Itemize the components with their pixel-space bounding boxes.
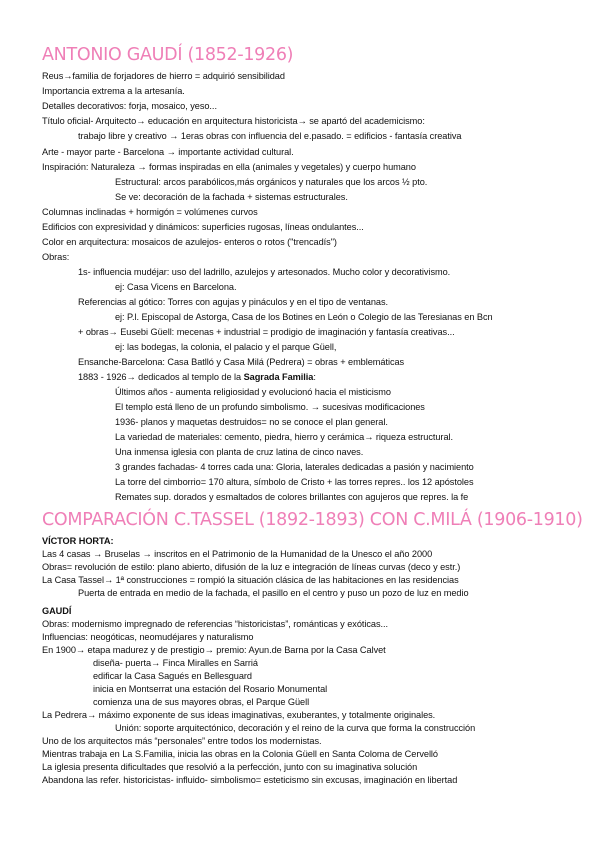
text-line: ej: Casa Vicens en Barcelona. <box>115 282 237 292</box>
text-line: Una inmensa iglesia con planta de cruz latina de cinco naves. <box>115 447 364 457</box>
text-line: La iglesia presenta dificultades que resolvió a la perfección, junto con su imaginativa solución <box>42 762 418 772</box>
text-line: Ensanche-Barcelona: Casa Batlló y Casa Milá (Pedrera) = obras + emblemáticas <box>78 357 405 367</box>
subheading-victor-horta: VÍCTOR HORTA: <box>42 536 114 546</box>
text-line: Edificios con expresividad y dinámicos: superficies rugosas, líneas ondulantes... <box>42 222 364 232</box>
text-line: Obras: modernismo impregnado de referencias “historicistas”, románticas y exóticas... <box>42 619 389 629</box>
text-line: La variedad de materiales: cemento, piedra, hierro y cerámica→ riqueza estructural. <box>115 432 453 442</box>
text-line: diseña- puerta→ Finca Miralles en Sarriá <box>93 658 258 668</box>
text-line: Inspiración: Naturaleza → formas inspiradas en ella (animales y vegetales) y cuerpo humano <box>42 162 416 172</box>
text-line: Mientras trabaja en La S.Familia, inicia las obras en la Colonia Güell en Santa Coloma de Cervelló <box>42 749 438 759</box>
text-line: Últimos años - aumenta religiosidad y evolucionó hacia el misticismo <box>115 387 391 397</box>
text-line: 1936- planos y maquetas destruidos= no se conoce el plan general. <box>115 417 388 427</box>
text-line: Las 4 casas → Bruselas → inscritos en el Patrimonio de la Humanidad de la Unesco el año 2000 <box>42 549 433 559</box>
text-line: Obras: <box>42 252 70 262</box>
text-line: Unión: soporte arquitectónico, decoración y el reino de la curva que forma la construcción <box>115 723 476 733</box>
text-line: Remates sup. dorados y esmaltados de colores brillantes con agujeros que repres. la fe <box>115 492 469 502</box>
text-line: Influencias: neogóticas, neomudéjares y naturalismo <box>42 632 254 642</box>
text-line: edificar la Casa Sagués en Bellesguard <box>93 671 252 681</box>
text-line: La torre del cimborrio= 170 altura, símbolo de Cristo + las torres repres.. los 12 apóstoles <box>115 477 474 487</box>
text-line: 3 grandes fachadas- 4 torres cada una: Gloria, laterales dedicadas a pasión y nacimiento <box>115 462 474 472</box>
text-line: Obras= revolución de estilo: plano abierto, difusión de la luz e integración de líneas curvas (deco y estr.) <box>42 562 461 572</box>
sagrada-familia-bold: Sagrada Familia <box>243 372 314 382</box>
text-line: comienza una de sus mayores obras, el Parque Güell <box>93 697 310 707</box>
text-line: Se ve: decoración de la fachada + sistemas estructurales. <box>115 192 348 202</box>
text-line: Abandona las refer. historicistas- influido- simbolismo= esteticismo sin excusas, imaginación en libertad <box>42 775 458 785</box>
text-line: Reus→familia de forjadores de hierro = adquirió sensibilidad <box>42 71 285 81</box>
text-line: inicia en Montserrat una estación del Rosario Monumental <box>93 684 328 694</box>
section-title-comparacion: COMPARACIÓN C.TASSEL (1892-1893) CON C.MILÁ (1906-1910) <box>42 510 583 530</box>
text-line: + obras→ Eusebi Güell: mecenas + industrial = prodigio de imaginación y fantasía creativas... <box>78 327 455 337</box>
text-line: La Pedrera→ máximo exponente de sus ideas imaginativas, exuberantes, y totalmente originales. <box>42 710 436 720</box>
text-line: ej: las bodegas, la colonia, el palacio y el parque Güell, <box>115 342 337 352</box>
sagrada-familia-line <box>78 372 316 383</box>
text-line: Estructural: arcos parabólicos,más orgánicos y naturales que los arcos ½ pto. <box>115 177 428 187</box>
text-line: 1s- influencia mudéjar: uso del ladrillo, azulejos y artesonados. Mucho color y decorativismo. <box>78 267 451 277</box>
text-line: ej: P.l. Episcopal de Astorga, Casa de los Botines en León o Colegio de las Teresianas en Bcn <box>115 312 493 322</box>
text-line: Arte - mayor parte - Barcelona → importante actividad cultural. <box>42 147 294 157</box>
text-line: Columnas inclinadas + hormigón = volúmenes curvos <box>42 207 258 217</box>
text-line: La Casa Tassel→ 1ª construcciones = rompió la situación clásica de las habitaciones en las residencias <box>42 575 459 585</box>
text-line: Uno de los arquitectos más “personales” entre todos los modernistas. <box>42 736 322 746</box>
text-line: En 1900→ etapa madurez y de prestigio→ premio: Ayun.de Barna por la Casa Calvet <box>42 645 386 655</box>
text-line: El templo está lleno de un profundo simbolismo. → sucesivas modificaciones <box>115 402 425 412</box>
sagrada-suffix: : <box>313 372 316 382</box>
subheading-gaudi: GAUDÍ <box>42 606 72 616</box>
section-title-gaudi: ANTONIO GAUDÍ (1852-1926) <box>42 45 294 65</box>
text-line: Título oficial- Arquitecto→ educación en arquitectura historicista→ se apartó del academicismo: <box>42 116 425 126</box>
text-line: Referencias al gótico: Torres con agujas y pináculos y en el tipo de ventanas. <box>78 297 389 307</box>
text-line: Puerta de entrada en medio de la fachada, el pasillo en el centro y puso un pozo de luz en medio <box>78 588 469 598</box>
text-line: trabajo libre y creativo → 1eras obras con influencia del e.pasado. = edificios - fantasía creativa <box>78 131 462 141</box>
text-line: Importancia extrema a la artesanía. <box>42 86 185 96</box>
sagrada-prefix: 1883 - 1926→ dedicados al templo de la <box>78 372 244 382</box>
text-line: Color en arquitectura: mosaicos de azulejos- enteros o rotos ("trencadís") <box>42 237 337 247</box>
text-line: Detalles decorativos: forja, mosaico, yeso... <box>42 101 217 111</box>
